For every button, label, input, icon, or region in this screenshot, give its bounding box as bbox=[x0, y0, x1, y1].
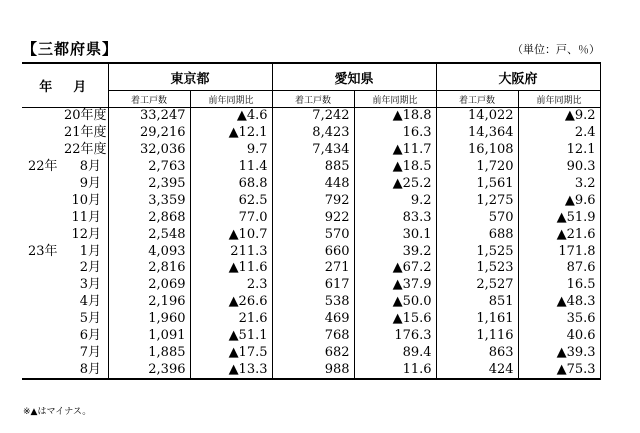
yoy-cell: ▲10.7 bbox=[190, 226, 272, 243]
housing-starts-table bbox=[22, 62, 601, 380]
col-header-yoy: 前年同期比 bbox=[354, 91, 436, 108]
col-header-starts: 着工戸数 bbox=[272, 91, 354, 108]
col-header-yoy: 前年同期比 bbox=[190, 91, 272, 108]
yoy-cell: 11.6 bbox=[354, 361, 436, 379]
period-label: 12月 bbox=[71, 226, 101, 242]
starts-cell: 14,022 bbox=[436, 108, 518, 125]
yoy-cell: 9.7 bbox=[190, 142, 272, 159]
starts-cell: 922 bbox=[272, 209, 354, 226]
table-row bbox=[22, 311, 600, 328]
period-cell bbox=[22, 328, 108, 345]
yoy-cell: 30.1 bbox=[354, 226, 436, 243]
region-header-tokyo: 東京都 bbox=[108, 63, 272, 91]
yoy-cell: ▲12.1 bbox=[190, 125, 272, 142]
starts-cell: 469 bbox=[272, 311, 354, 328]
table-row bbox=[22, 108, 600, 125]
yoy-cell: ▲18.5 bbox=[354, 159, 436, 176]
period-cell bbox=[22, 192, 108, 209]
starts-cell: 8,423 bbox=[272, 125, 354, 142]
table-body bbox=[22, 108, 600, 380]
period-cell bbox=[22, 226, 108, 243]
period-cell bbox=[22, 108, 108, 125]
starts-cell: 448 bbox=[272, 176, 354, 193]
yoy-cell: 83.3 bbox=[354, 209, 436, 226]
table-row bbox=[22, 277, 600, 294]
period-cell bbox=[22, 361, 108, 379]
table-row bbox=[22, 142, 600, 159]
yoy-cell: ▲18.8 bbox=[354, 108, 436, 125]
yoy-cell: 211.3 bbox=[190, 243, 272, 260]
starts-cell: 4,093 bbox=[108, 243, 190, 260]
starts-cell: 1,525 bbox=[436, 243, 518, 260]
period-cell bbox=[22, 260, 108, 277]
starts-cell: 2,548 bbox=[108, 226, 190, 243]
starts-cell: 1,720 bbox=[436, 159, 518, 176]
starts-cell: 851 bbox=[436, 294, 518, 311]
starts-cell: 2,816 bbox=[108, 260, 190, 277]
table-row bbox=[22, 226, 600, 243]
yoy-cell: ▲11.7 bbox=[354, 142, 436, 159]
period-label: 4月 bbox=[79, 294, 101, 310]
period-cell bbox=[22, 176, 108, 193]
yoy-cell: 87.6 bbox=[518, 260, 600, 277]
yoy-cell: ▲37.9 bbox=[354, 277, 436, 294]
yoy-cell: 171.8 bbox=[518, 243, 600, 260]
yoy-cell: ▲50.0 bbox=[354, 294, 436, 311]
period-label: 11月 bbox=[71, 209, 101, 225]
table-row bbox=[22, 328, 600, 345]
yoy-cell: ▲48.3 bbox=[518, 294, 600, 311]
yoy-cell: 90.3 bbox=[518, 159, 600, 176]
yoy-cell: ▲4.6 bbox=[190, 108, 272, 125]
yoy-cell: 2.3 bbox=[190, 277, 272, 294]
yoy-cell: 21.6 bbox=[190, 311, 272, 328]
starts-cell: 7,434 bbox=[272, 142, 354, 159]
table-row bbox=[22, 125, 600, 142]
yoy-cell: ▲9.2 bbox=[518, 108, 600, 125]
starts-cell: 2,396 bbox=[108, 361, 190, 379]
starts-cell: 3,359 bbox=[108, 192, 190, 209]
period-label: 8月 bbox=[79, 159, 101, 175]
yoy-cell: 89.4 bbox=[354, 344, 436, 361]
yoy-cell: 62.5 bbox=[190, 192, 272, 209]
starts-cell: 570 bbox=[436, 209, 518, 226]
starts-cell: 2,196 bbox=[108, 294, 190, 311]
period-label: 9月 bbox=[79, 176, 101, 191]
period-cell bbox=[22, 277, 108, 294]
period-cell bbox=[22, 294, 108, 311]
starts-cell: 2,763 bbox=[108, 159, 190, 176]
unit-label: （単位：戸、％） bbox=[512, 43, 600, 56]
starts-cell: 768 bbox=[272, 328, 354, 345]
yoy-cell: ▲51.1 bbox=[190, 328, 272, 345]
yoy-cell: ▲25.2 bbox=[354, 176, 436, 193]
starts-cell: 16,108 bbox=[436, 142, 518, 159]
table-row bbox=[22, 260, 600, 277]
yoy-cell: ▲39.3 bbox=[518, 344, 600, 361]
period-label: 5月 bbox=[79, 311, 101, 327]
starts-cell: 660 bbox=[272, 243, 354, 260]
year-month-header: 年 月 bbox=[22, 63, 108, 108]
starts-cell: 682 bbox=[272, 344, 354, 361]
yoy-cell: ▲15.6 bbox=[354, 311, 436, 328]
yoy-cell: ▲9.6 bbox=[518, 192, 600, 209]
starts-cell: 14,364 bbox=[436, 125, 518, 142]
starts-cell: 1,561 bbox=[436, 176, 518, 193]
table-row bbox=[22, 209, 600, 226]
starts-cell: 570 bbox=[272, 226, 354, 243]
col-header-yoy: 前年同期比 bbox=[518, 91, 600, 108]
yoy-cell: ▲13.3 bbox=[190, 361, 272, 379]
starts-cell: 2,868 bbox=[108, 209, 190, 226]
table-row bbox=[22, 192, 600, 209]
table-row bbox=[22, 243, 600, 260]
starts-cell: 7,242 bbox=[272, 108, 354, 125]
starts-cell: 2,527 bbox=[436, 277, 518, 294]
period-label: 3月 bbox=[79, 277, 101, 293]
starts-cell: 29,216 bbox=[108, 125, 190, 142]
yoy-cell: ▲51.9 bbox=[518, 209, 600, 226]
yoy-cell: ▲75.3 bbox=[518, 361, 600, 379]
year-prefix: 23年 bbox=[28, 243, 58, 259]
yoy-cell: 12.1 bbox=[518, 142, 600, 159]
starts-cell: 1,523 bbox=[436, 260, 518, 277]
period-label: 7月 bbox=[79, 344, 101, 360]
period-cell bbox=[22, 125, 108, 142]
period-cell bbox=[22, 209, 108, 226]
yoy-cell: 16.5 bbox=[518, 277, 600, 294]
region-header-osaka: 大阪府 bbox=[436, 63, 600, 91]
yoy-cell: 39.2 bbox=[354, 243, 436, 260]
starts-cell: 2,069 bbox=[108, 277, 190, 294]
starts-cell: 271 bbox=[272, 260, 354, 277]
starts-cell: 688 bbox=[436, 226, 518, 243]
col-header-starts: 着工戸数 bbox=[436, 91, 518, 108]
period-cell bbox=[22, 243, 108, 260]
table-row bbox=[22, 294, 600, 311]
yoy-cell: 35.6 bbox=[518, 311, 600, 328]
period-cell bbox=[22, 159, 108, 176]
starts-cell: 1,275 bbox=[436, 192, 518, 209]
yoy-cell: 68.8 bbox=[190, 176, 272, 193]
starts-cell: 2,395 bbox=[108, 176, 190, 193]
yoy-cell: 16.3 bbox=[354, 125, 436, 142]
period-label: 21年度 bbox=[64, 125, 107, 141]
yoy-cell: 11.4 bbox=[190, 159, 272, 176]
starts-cell: 863 bbox=[436, 344, 518, 361]
starts-cell: 885 bbox=[272, 159, 354, 176]
period-cell bbox=[22, 311, 108, 328]
starts-cell: 1,161 bbox=[436, 311, 518, 328]
yoy-cell: ▲11.6 bbox=[190, 260, 272, 277]
table-row bbox=[22, 344, 600, 361]
starts-cell: 424 bbox=[436, 361, 518, 379]
yoy-cell: 176.3 bbox=[354, 328, 436, 345]
page-title: 【三都府県】 bbox=[22, 40, 119, 58]
period-cell bbox=[22, 344, 108, 361]
yoy-cell: 77.0 bbox=[190, 209, 272, 226]
period-label: 1月 bbox=[79, 243, 101, 259]
starts-cell: 538 bbox=[272, 294, 354, 311]
period-label: 8月 bbox=[79, 361, 101, 377]
table-row bbox=[22, 361, 600, 379]
starts-cell: 988 bbox=[272, 361, 354, 379]
yoy-cell: 2.4 bbox=[518, 125, 600, 142]
yoy-cell: ▲21.6 bbox=[518, 226, 600, 243]
period-label: 20年度 bbox=[64, 108, 107, 124]
period-cell bbox=[22, 142, 108, 159]
starts-cell: 1,116 bbox=[436, 328, 518, 345]
period-label: 6月 bbox=[79, 328, 101, 344]
period-label: 22年度 bbox=[64, 142, 107, 158]
starts-cell: 1,091 bbox=[108, 328, 190, 345]
yoy-cell: ▲17.5 bbox=[190, 344, 272, 361]
yoy-cell: 3.2 bbox=[518, 176, 600, 193]
footnote: ※▲はマイナス。 bbox=[23, 407, 92, 417]
starts-cell: 617 bbox=[272, 277, 354, 294]
table-row bbox=[22, 159, 600, 176]
year-prefix: 22年 bbox=[28, 159, 58, 175]
period-label: 10月 bbox=[71, 192, 101, 208]
yoy-cell: ▲26.6 bbox=[190, 294, 272, 311]
table-row bbox=[22, 176, 600, 193]
starts-cell: 33,247 bbox=[108, 108, 190, 125]
starts-cell: 1,960 bbox=[108, 311, 190, 328]
yoy-cell: 40.6 bbox=[518, 328, 600, 345]
starts-cell: 1,885 bbox=[108, 344, 190, 361]
starts-cell: 32,036 bbox=[108, 142, 190, 159]
period-label: 2月 bbox=[79, 260, 101, 276]
yoy-cell: ▲67.2 bbox=[354, 260, 436, 277]
col-header-starts: 着工戸数 bbox=[108, 91, 190, 108]
starts-cell: 792 bbox=[272, 192, 354, 209]
yoy-cell: 9.2 bbox=[354, 192, 436, 209]
region-header-aichi: 愛知県 bbox=[272, 63, 436, 91]
